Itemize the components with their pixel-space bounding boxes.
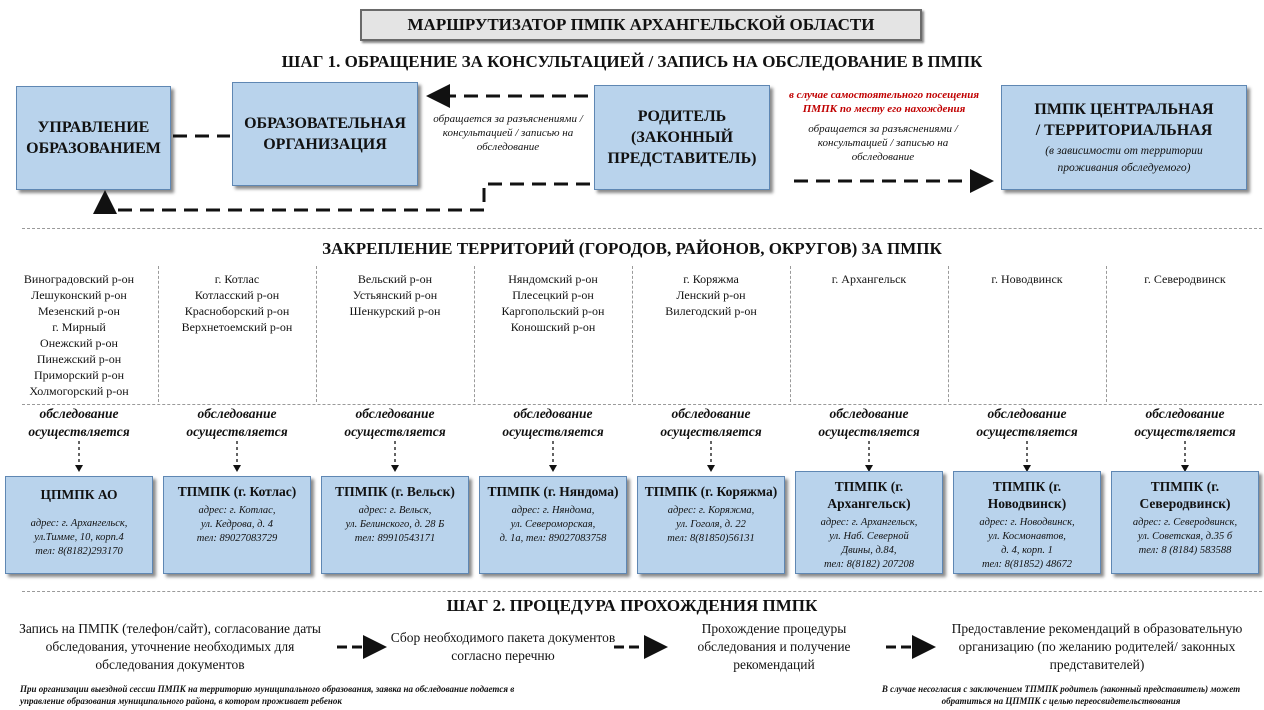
pmpk-address-line: тел: 8(8182) 207208	[823, 559, 915, 570]
pmpk-address	[796, 516, 942, 572]
step2-arrows	[0, 630, 1264, 660]
pmpk-address	[164, 504, 310, 546]
pmpk-address-line: ул. Космонавтов,	[988, 531, 1066, 542]
territory-area: Холмогорский р-он	[29, 384, 129, 398]
note-right: обращается за разъяснениями / консультацией / записью на обследование	[808, 123, 958, 163]
territory-area: Виноградовский р-он	[23, 272, 135, 286]
exam-label: обследование осуществляется	[344, 406, 446, 439]
territory-area: Красноборский р-он	[184, 304, 290, 318]
pmpk-box	[953, 471, 1101, 574]
pmpk-address-line: ул. Наб. Северной	[829, 531, 909, 542]
divider-2	[22, 404, 1262, 405]
territory-area: г. Коряжма	[683, 272, 739, 286]
pmpk-address	[322, 504, 468, 546]
pmpk-box	[5, 476, 153, 574]
exam-label: обследование осуществляется	[818, 406, 920, 439]
exam-arrow	[547, 441, 559, 473]
pmpk-address-line: тел: 8(8182)293170	[35, 546, 123, 557]
territory-area: Пинежский р-он	[36, 352, 122, 366]
territory-area: г. Архангельск	[831, 272, 907, 286]
pmpk-box	[163, 476, 311, 574]
pmpk-name: ЦПМПК АО	[40, 487, 118, 502]
pmpk-address-line: адрес: г. Архангельск,	[820, 517, 918, 528]
territory-area-list	[790, 271, 948, 287]
exam-label: обследование осуществляется	[502, 406, 604, 439]
territory-title: ЗАКРЕПЛЕНИЕ ТЕРРИТОРИЙ (ГОРОДОВ, РАЙОНОВ, ОКРУГОВ) ЗА ПМПК	[322, 239, 942, 258]
pmpk-address-line: ул. Советская, д.35 б	[1137, 531, 1233, 542]
box-parent-label: РОДИТЕЛЬ (ЗАКОННЫЙ ПРЕДСТАВИТЕЛЬ)	[607, 108, 757, 167]
exam-arrow	[705, 441, 717, 473]
exam-label: обследование осуществляется	[660, 406, 762, 439]
pmpk-address	[480, 504, 626, 546]
territory-area-list	[158, 271, 316, 335]
pmpk-address	[954, 516, 1100, 572]
exam-label: обследование осуществляется	[186, 406, 288, 439]
pmpk-address-line: ул. Североморская,	[510, 519, 596, 530]
territory-area-list	[1106, 271, 1264, 287]
pmpk-address	[1112, 516, 1258, 558]
territory-area: Вельский р-он	[357, 272, 433, 286]
pmpk-name: ТПМПК (г. Северодвинск)	[1139, 479, 1231, 511]
pmpk-box	[321, 476, 469, 574]
box-pmpk-label: ПМПК ЦЕНТРАЛЬНАЯ / ТЕРРИТОРИАЛЬНАЯ	[1034, 100, 1214, 139]
pmpk-box	[1111, 471, 1259, 574]
step2-item-1: Запись на ПМПК (телефон/сайт), согласование даты обследования, уточнение необходимых для обследования документов	[19, 621, 321, 672]
note-right-red: в случае самостоятельного посещения ПМПК по месту его нахождения	[788, 89, 980, 115]
territory-area-list	[316, 271, 474, 319]
territory-area: г. Котлас	[214, 272, 260, 286]
box-org-label: ОБРАЗОВАТЕЛЬНАЯ ОРГАНИЗАЦИЯ	[244, 115, 406, 153]
box-pmpk-sub: (в зависимости от территории проживания обследуемого)	[1045, 144, 1203, 174]
pmpk-address-line: адрес: г. Новодвинск,	[979, 517, 1075, 528]
pmpk-address-line: д. 4, корп. 1	[1001, 545, 1053, 556]
pmpk-name: ТПМПК (г. Архангельск)	[827, 479, 911, 511]
territory-area-list	[474, 271, 632, 335]
territory-area: Мезенский р-он	[38, 304, 120, 318]
note-left: обращается за разъяснениями / консультацией / записью на обследование	[433, 113, 583, 153]
box-upravlenie-label: УПРАВЛЕНИЕ ОБРАЗОВАНИЕМ	[26, 119, 161, 157]
pmpk-address-line: тел: 8(81852) 48672	[981, 559, 1073, 570]
exam-arrow	[863, 441, 875, 473]
territory-area: Котласский р-он	[194, 288, 280, 302]
territory-area: г. Северодвинск	[1144, 272, 1226, 286]
exam-arrow	[73, 441, 85, 473]
territory-area: Няндомский р-он	[508, 272, 598, 286]
arrow-parent-upr	[105, 184, 590, 210]
pmpk-address-line: адрес: г. Котлас,	[198, 505, 276, 516]
pmpk-box	[637, 476, 785, 574]
pmpk-address-line: адрес: г. Вельск,	[358, 505, 432, 516]
pmpk-address-line: адрес: г. Архангельск,	[30, 518, 128, 529]
territory-area: Шенкурский р-он	[349, 304, 441, 318]
pmpk-address-line: адрес: г. Северодвинск,	[1132, 517, 1238, 528]
pmpk-name: ТПМПК (г. Новодвинск)	[987, 479, 1067, 511]
step2-item-3: Прохождение процедуры обследования и получение рекомендаций	[697, 621, 851, 672]
divider-1	[22, 228, 1262, 229]
exam-label: обследование осуществляется	[976, 406, 1078, 439]
pmpk-address-line: ул.Тимме, 10, корп.4	[34, 532, 124, 543]
router-title: МАРШРУТИЗАТОР ПМПК АРХАНГЕЛЬСКОЙ ОБЛАСТИ	[360, 9, 922, 41]
pmpk-box	[479, 476, 627, 574]
territory-area: Приморский р-он	[33, 368, 125, 382]
pmpk-address-line: Двины, д.84,	[841, 545, 897, 556]
pmpk-address-line: ул. Кедрова, д. 4	[201, 519, 273, 530]
pmpk-name: ТПМПК (г. Коряжма)	[644, 484, 778, 499]
pmpk-address	[638, 504, 784, 546]
pmpk-address-line: адрес: г. Коряжма,	[667, 505, 755, 516]
step1-title: ШАГ 1. ОБРАЩЕНИЕ ЗА КОНСУЛЬТАЦИЕЙ / ЗАПИСЬ НА ОБСЛЕДОВАНИЕ В ПМПК	[281, 52, 983, 71]
pmpk-address	[6, 517, 152, 559]
territory-area-list	[632, 271, 790, 319]
pmpk-address-line: адрес: г. Няндома,	[511, 505, 595, 516]
territory-area: Плесецкий р-он	[512, 288, 594, 302]
exam-arrow	[231, 441, 243, 473]
pmpk-name: ТПМПК (г. Няндома)	[487, 484, 619, 499]
divider-3	[22, 591, 1262, 592]
pmpk-address-line: тел: 89027083729	[196, 533, 278, 544]
exam-arrow	[389, 441, 401, 473]
territory-area: Вилегодский р-он	[665, 304, 757, 318]
pmpk-box	[795, 471, 943, 574]
pmpk-address-line: тел: 8(81850)56131	[667, 533, 755, 544]
territory-area: Лешуконский р-он	[31, 288, 127, 302]
exam-label: обследование осуществляется	[1134, 406, 1236, 439]
step2-item-2: Сбор необходимого пакета документов согласно перечню	[390, 630, 616, 663]
territory-area: г. Мирный	[52, 320, 106, 334]
step2-item-4: Предоставление рекомендаций в образовательную организацию (по желанию родителей/ законных представителей)	[951, 621, 1243, 672]
pmpk-address-line: тел: 8 (8184) 583588	[1138, 545, 1232, 556]
footnote-left: При организации выездной сессии ПМПК на территорию муниципального образования, заявка на обследование подается в управление образования муниципального района, в котором проживает ребенок	[20, 684, 515, 706]
territory-area: Ленский р-он	[676, 288, 746, 302]
territory-area: Верхнетоемский р-он	[181, 320, 293, 334]
step2-title: ШАГ 2. ПРОЦЕДУРА ПРОХОЖДЕНИЯ ПМПК	[446, 596, 818, 615]
territory-area: Онежский р-он	[40, 336, 118, 350]
exam-label: обследование осуществляется	[28, 406, 130, 439]
pmpk-name: ТПМПК (г. Вельск)	[335, 484, 455, 499]
territory-area: г. Новодвинск	[991, 272, 1063, 286]
pmpk-address-line: ул. Гоголя, д. 22	[676, 519, 746, 530]
territory-area-list	[0, 271, 158, 399]
pmpk-name: ТПМПК (г. Котлас)	[177, 484, 297, 499]
exam-arrow	[1179, 441, 1191, 473]
pmpk-address-line: д. 1а, тел: 89027083758	[499, 533, 607, 544]
pmpk-address-line: ул. Белинского, д. 28 Б	[345, 519, 445, 530]
territory-area: Каргопольский р-он	[501, 304, 605, 318]
territory-area: Коношский р-он	[510, 320, 596, 334]
pmpk-address-line: тел: 89910543171	[354, 533, 436, 544]
exam-arrow	[1021, 441, 1033, 473]
territory-area-list	[948, 271, 1106, 287]
step1-connectors	[0, 0, 1264, 230]
territory-area: Устьянский р-он	[352, 288, 438, 302]
footnote-right: В случае несогласия с заключением ТПМПК родитель (законный представитель) может обратиться на ЦПМПК с целью переосвидетельствования	[881, 684, 1241, 706]
